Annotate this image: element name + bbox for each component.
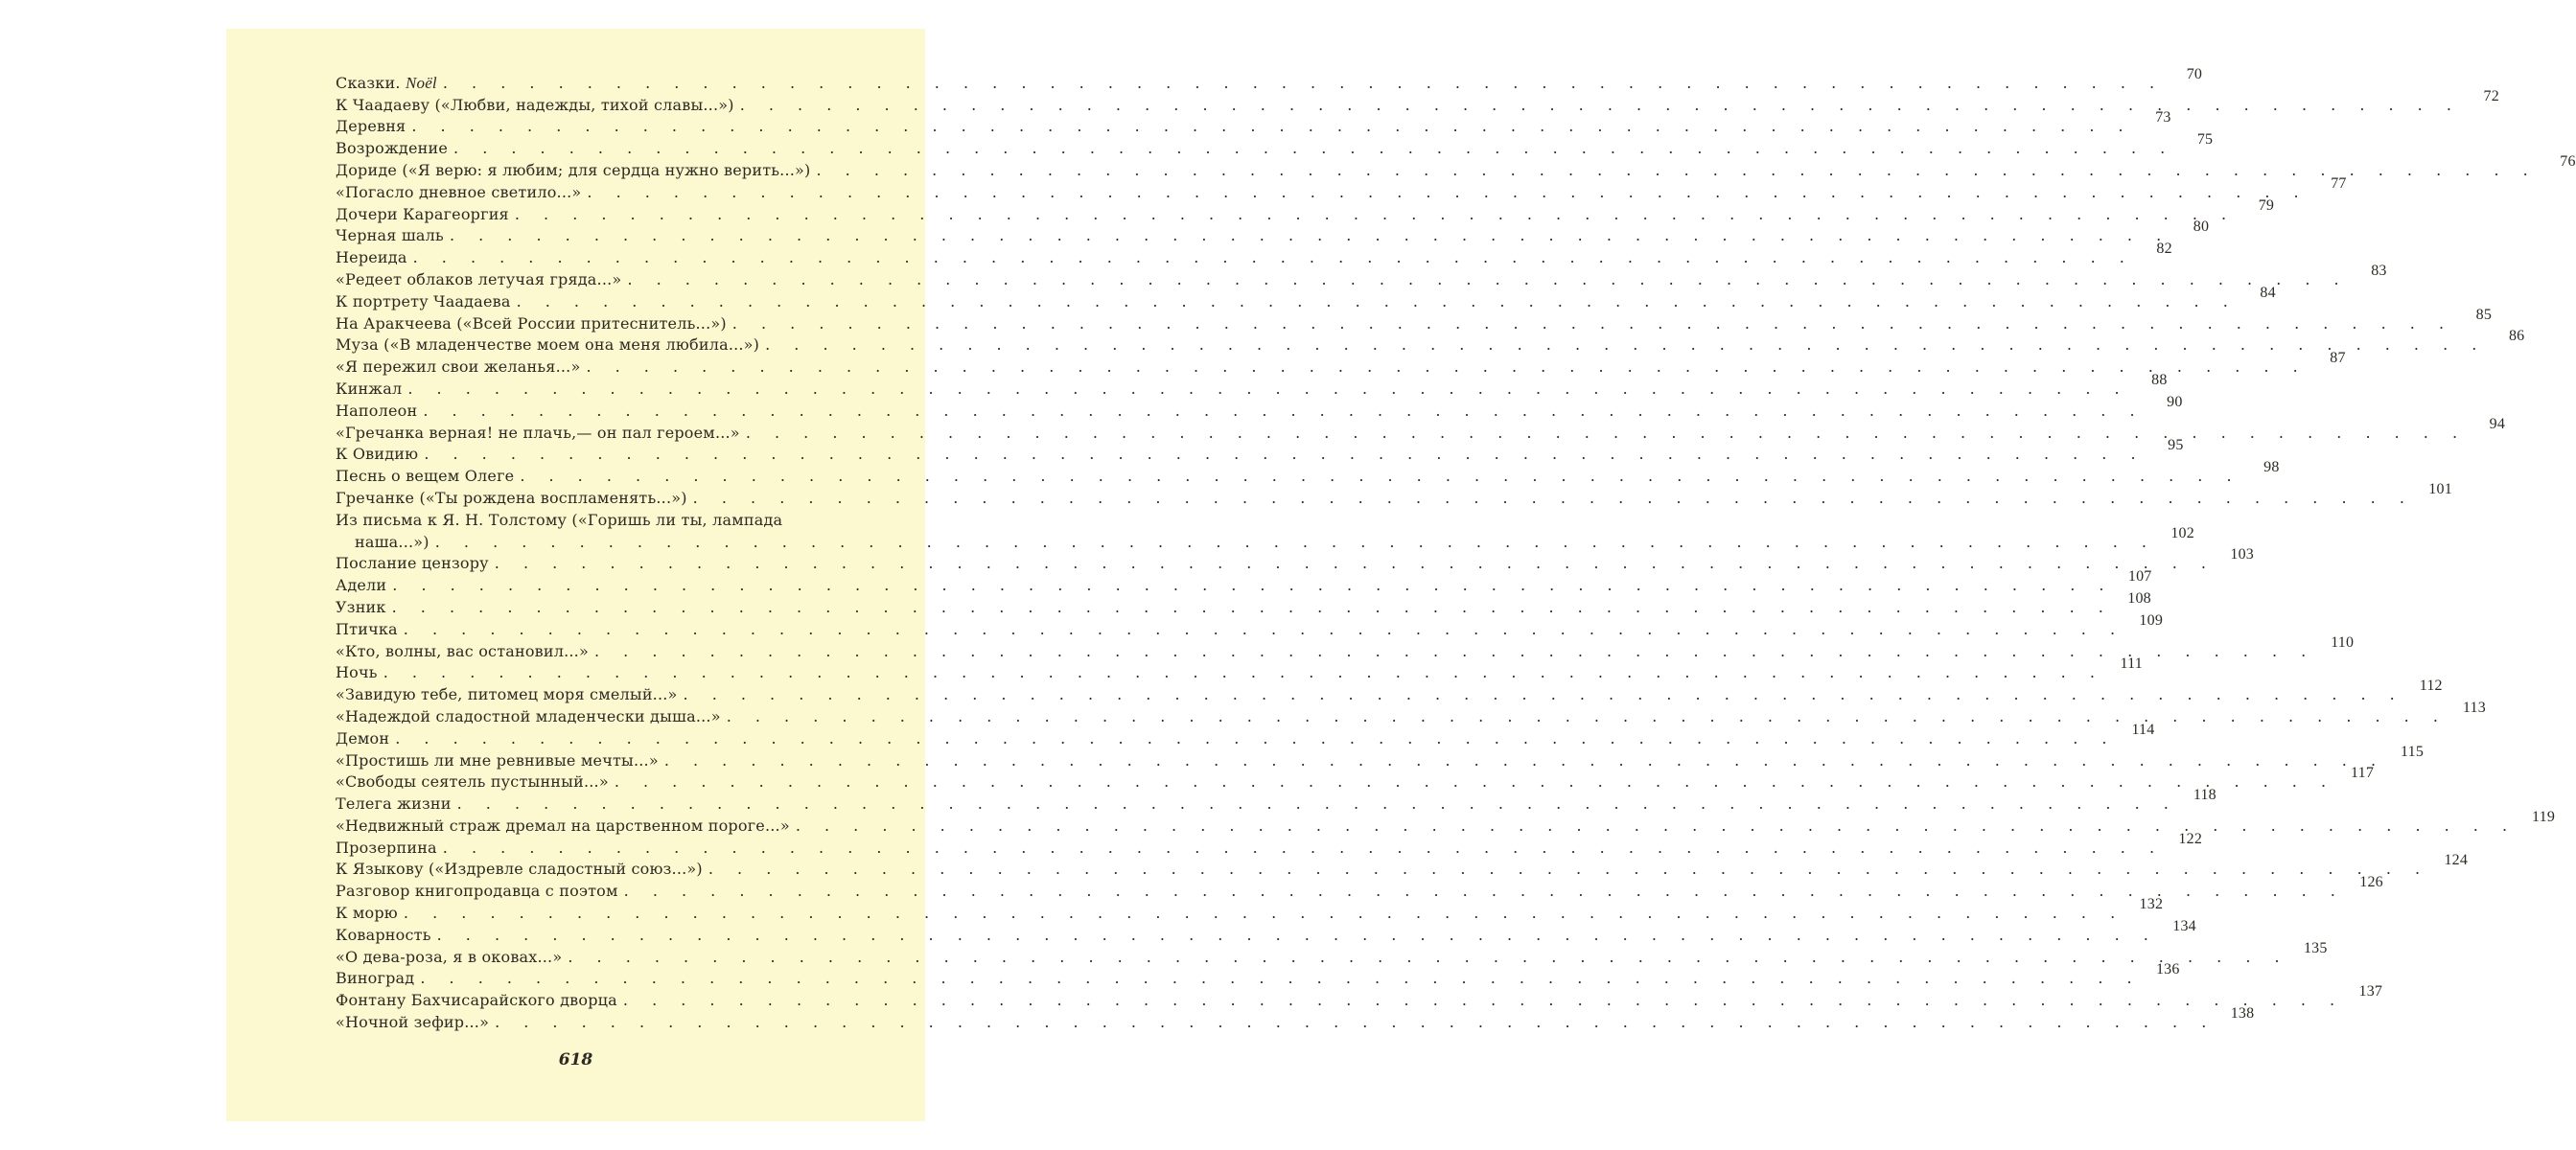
toc-entry-title: Фонтану Бахчисарайского дворца [336,991,617,1010]
toc-entry-title: «Кто, волны, вас остановил...» [336,641,589,660]
toc-entry-title: «Свободы сеятель пустынный...» [336,772,609,792]
toc-entry [336,196,2275,224]
toc-entry-page: 109 [2139,611,2164,629]
toc-entry [336,939,2328,967]
toc-entry-title: Гречанке («Ты рождена воспламенять...») [336,488,687,507]
toc-entry-title: Узник [336,597,386,616]
dot-leader: . . . . . . . . . . . . . . . . . . . . . . . . . . . . . . . . . . . . . . . . . . . . . . . . . . . . . . . . . . . . [423,401,2145,420]
toc-entry-title: К Чаадаеву («Любви, надежды, тихой славы...») [336,95,734,114]
toc-entry-title: На Аракчеева («Всей России притеснитель...») [336,313,727,333]
toc-entry-title: Кинжал [336,379,403,398]
dot-leader: . . . . . . . . . . . . . . . . . . . . . . . . . . . . . . . . . . . . . . . . . . . . . . . . . . . . . . . . . . . . [514,204,2237,223]
toc-entry [336,306,2493,334]
toc-entry-title-continuation: наша...») [355,532,429,551]
toc-entry-page: 95 [2168,437,2184,454]
toc-entry-page: 136 [2155,961,2180,978]
toc-entry [336,87,2499,115]
dot-leader: . . . . . . . . . . . . . . . . . . . . . . . . . . . . . . . . . . . . . . . . . . . . . . . . . . . . . . . . . . . . [442,838,2165,857]
toc-entry-title: Разговор книгопродавца с поэтом [336,882,618,901]
toc-entry [336,633,2355,661]
toc-entry-title: Наполеон [336,401,418,420]
toc-entry-page: 122 [2178,830,2203,847]
dot-leader: . . . . . . . . . . . . . . . . . . . . . . . . . . . . . . . . . . . . . . . . . . . . . . . . . . . . . . . . . . . . [392,576,2114,595]
toc-entry-title: Прозерпина [336,838,437,857]
dot-leader: . . . . . . . . . . . . . . . . . . . . . . . . . . . . . . . . . . . . . . . . . . . . . . . . . . . . . . . . . . . . [731,313,2454,333]
dot-leader: . . . . . . . . . . . . . . . . . . . . . . . . . . . . . . . . . . . . . . . . . . . . . . . . . . . . . . . . . . . . [568,947,2289,966]
dot-leader: . . . . . . . . . . . . . . . . . . . . . . . . . . . . . . . . . . . . . . . . . . . . . . . . . . . . . . . . . . . . [434,532,2156,551]
toc-entry [336,765,2375,793]
toc-entry-page: 75 [2196,131,2214,149]
toc-entry [336,415,2506,443]
toc-entry-title: Возрождение [336,139,449,158]
toc-entry-title: К портрету Чаадаева [336,291,511,310]
toc-entry-page: 76 [2560,152,2576,170]
toc-entry-title: Дориде («Я верю: я любим; для сердца нужно верить...») [336,160,811,179]
toc-entry [336,328,2525,356]
dot-leader: . . . . . . . . . . . . . . . . . . . . . . . . . . . . . . . . . . . . . . . . . . . . . . . . . . . . . . . . . . . . [623,882,2345,901]
dot-leader: . . . . . . . . . . . . . . . . . . . . . . . . . . . . . . . . . . . . . . . . . . . . . . . . . . . . . . . . . . . . [692,488,2414,507]
toc-entry [336,371,2168,399]
toc-entry [336,152,2576,180]
toc-entry [336,262,2387,289]
toc-entry-title-prefix: Сказки. [336,73,406,92]
toc-entry-title: Телега жизни [336,794,452,814]
dot-leader: . . . . . . . . . . . . . . . . . . . . . . . . . . . . . . . . . . . . . . . . . . . . . . . . . . . . . . . . . . . . [587,182,2309,201]
toc-entry-title: «Я пережил свои желанья...» [336,357,581,377]
dot-leader: . . . . . . . . . . . . . . . . . . . . . . . . . . . . . . . . . . . . . . . . . . . . . . . . . . . . . . . . . . . . [627,269,2349,288]
toc-entry-title: Демон [336,728,390,748]
toc-entry [336,174,2347,202]
toc-entry-page: 82 [2156,241,2172,258]
toc-entry-page: 77 [2331,174,2347,192]
toc-entry-page: 107 [2127,568,2152,586]
toc-entry [336,961,2180,989]
toc-entry-page: 102 [2170,524,2194,541]
toc-entry-page: 108 [2127,589,2151,607]
dot-leader: . . . . . . . . . . . . . . . . . . . . . . . . . . . . . . . . . . . . . . . . . . . . . . . . . . . . . . . . . . . . [614,772,2336,792]
toc-entry-page: 72 [2483,87,2499,104]
toc-entry-page: 86 [2508,328,2525,345]
dot-leader: . . . . . . . . . . . . . . . . . . . . . . . . . . . . . . . . . . . . . . . . . . . . . . . . . . . . . . . . . . . . [520,467,2241,486]
dot-leader: . . . . . . . . . . . . . . . . . . . . . . . . . . . . . . . . . . . . . . . . . . . . . . . . . . . . . . . . . . . . [411,117,2133,136]
toc-entry [336,721,2155,748]
toc-entry-title: Дочери Карагеоргия [336,204,509,223]
toc-entry-page: 85 [2475,306,2493,323]
toc-entry-page: 137 [2358,983,2383,1000]
dot-leader: . . . . . . . . . . . . . . . . . . . . . . . . . . . . . . . . . . . . . . . . . . . . . . . . . . . . . . . . . . . . [622,991,2345,1010]
dot-leader: . . . . . . . . . . . . . . . . . . . . . . . . . . . . . . . . . . . . . . . . . . . . . . . . . . . . . . . . . . . . [494,554,2216,573]
toc-entry-title: «Простишь ли мне ревнивые мечты...» [336,750,659,770]
toc-entry-page: 114 [2131,721,2155,738]
toc-entry-page: 94 [2489,415,2506,432]
toc-entry [336,787,2216,814]
toc-entry-page: 84 [2260,284,2276,301]
dot-leader: . . . . . . . . . . . . . . . . . . . . . . . . . . . . . . . . . . . . . . . . . . . . . . . . . . . . . . . . . . . . [586,357,2308,377]
toc-entry-title: «Завидую тебе, питомец моря смелый...» [336,685,678,704]
dot-leader: . . . . . . . . . . . . . . . . . . . . . . . . . . . . . . . . . . . . . . . . . . . . . . . . . . . . . . . . . . . . [495,1013,2216,1032]
toc-entry-title: Послание цензору [336,554,489,573]
toc-entry-page: 138 [2230,1005,2255,1023]
dot-leader: . . . . . . . . . . . . . . . . . . . . . . . . . . . . . . . . . . . . . . . . . . . . . . . . . . . . . . . . . . . . [795,816,2518,835]
toc-entry-title: Коварность [336,925,431,944]
book-page [226,29,2576,1121]
dot-leader: . . . . . . . . . . . . . . . . . . . . . . . . . . . . . . . . . . . . . . . . . . . . . . . . . . . . . . . . . . . . [420,969,2142,988]
toc-entry-title: Черная шаль [336,226,444,245]
toc-entry [336,284,2276,311]
dot-leader: . . . . . . . . . . . . . . . . . . . . . . . . . . . . . . . . . . . . . . . . . . . . . . . . . . . . . . . . . . . . [726,706,2448,725]
toc-entry-page: 87 [2330,350,2346,367]
toc-entry-title: «Недвижный страж дремал на царственном пороге...» [336,816,790,835]
toc-entry [336,656,2143,683]
toc-entry-title-italic: Noёl [405,73,437,92]
dot-leader: . . . . . . . . . . . . . . . . . . . . . . . . . . . . . . . . . . . . . . . . . . . . . . . . . . . . . . . . . . . . [745,423,2468,442]
dot-leader: . . . . . . . . . . . . . . . . . . . . . . . . . . . . . . . . . . . . . . . . . . . . . . . . . . . . . . . . . . . . [407,379,2129,398]
toc-entry [336,393,2183,421]
dot-leader: . . . . . . . . . . . . . . . . . . . . . . . . . . . . . . . . . . . . . . . . . . . . . . . . . . . . . . . . . . . . [442,73,2165,92]
toc-entry-title: Птичка [336,619,398,638]
toc-entry-title: К Овидию [336,445,419,464]
dot-leader: . . . . . . . . . . . . . . . . . . . . . . . . . . . . . . . . . . . . . . . . . . . . . . . . . . . . . . . . . . . . [403,619,2125,638]
dot-leader: . . . . . . . . . . . . . . . . . . . . . . . . . . . . . . . . . . . . . . . . . . . . . . . . . . . . . . . . . . . . [449,226,2171,245]
dot-leader: . . . . . . . . . . . . . . . . . . . . . . . . . . . . . . . . . . . . . . . . . . . . . . . . . . . . . . . . . . . . [456,794,2178,814]
toc-entry [336,459,2280,486]
toc-entry-title: «Надеждой сладостной младенчески дыша...» [336,706,721,725]
toc-entry [336,109,2171,137]
toc-entry-page: 117 [2351,765,2375,782]
toc-entry [336,896,2164,923]
toc-entry [336,218,2210,246]
dot-leader: . . . . . . . . . . . . . . . . . . . . . . . . . . . . . . . . . . . . . . . . . . . . . . . . . . . . . . . . . . . . [708,860,2430,879]
dot-leader: . . . . . . . . . . . . . . . . . . . . . . . . . . . . . . . . . . . . . . . . . . . . . . . . . . . . . . . . . . . . [383,663,2104,682]
toc-entry [336,241,2172,267]
toc-entry [336,874,2383,901]
toc-entry-page: 111 [2120,656,2143,673]
toc-entry [336,743,2425,770]
table-of-contents [336,65,2576,1032]
toc-entry-title: Из письма к Я. Н. Толстому («Горишь ли ты, лампада [336,510,783,529]
toc-entry-page: 134 [2172,917,2196,934]
toc-entry-title: «О дева-роза, я в оковах...» [336,947,563,966]
toc-entry [336,65,2203,93]
toc-entry [336,131,2214,158]
toc-entry [336,568,2152,595]
page-number: 618 [558,1050,593,1070]
dot-leader: . . . . . . . . . . . . . . . . . . . . . . . . . . . . . . . . . . . . . . . . . . . . . . . . . . . . . . . . . . . . [739,95,2461,114]
dot-leader: . . . . . . . . . . . . . . . . . . . . . . . . . . . . . . . . . . . . . . . . . . . . . . . . . . . . . . . . . . . . [593,641,2316,660]
dot-leader: . . . . . . . . . . . . . . . . . . . . . . . . . . . . . . . . . . . . . . . . . . . . . . . . . . . . . . . . . . . . [453,139,2175,158]
toc-entry-title: К морю [336,904,398,923]
toc-entry [336,983,2383,1010]
toc-entry-title: Виноград [336,969,415,988]
toc-entry [336,611,2164,639]
toc-entry [336,830,2203,858]
toc-entry [336,917,2196,945]
toc-entry-page: 112 [2419,678,2443,695]
toc-entry [336,437,2184,465]
dot-leader: . . . . . . . . . . . . . . . . . . . . . . . . . . . . . . . . . . . . . . . . . . . . . . . . . . . . . . . . . . . . [412,248,2134,267]
toc-entry-page: 83 [2371,262,2387,279]
toc-entry-page: 126 [2359,874,2383,891]
toc-entry [336,589,2151,617]
toc-entry-page: 115 [2401,743,2425,760]
dot-leader: . . . . . . . . . . . . . . . . . . . . . . . . . . . . . . . . . . . . . . . . . . . . . . . . . . . . . . . . . . . . [403,904,2125,923]
dot-leader: . . . . . . . . . . . . . . . . . . . . . . . . . . . . . . . . . . . . . . . . . . . . . . . . . . . . . . . . . . . . [683,685,2404,704]
dot-leader: . . . . . . . . . . . . . . . . . . . . . . . . . . . . . . . . . . . . . . . . . . . . . . . . . . . . . . . . . . . . [395,728,2117,748]
toc-entry-page: 101 [2428,480,2452,497]
toc-entry [336,508,2194,552]
toc-entry-title: «Гречанка верная! не плачь,— он пал героем...» [336,423,740,442]
toc-entry [336,808,2556,836]
toc-entry-page: 80 [2193,218,2210,236]
toc-entry-title: «Ночной зефир...» [336,1013,490,1032]
toc-entry-title: Ночь [336,663,378,682]
toc-entry [336,546,2255,574]
toc-entry-title: Нереида [336,248,407,267]
dot-leader: . . . . . . . . . . . . . . . . . . . . . . . . . . . . . . . . . . . . . . . . . . . . . . . . . . . . . . . . . . . . [765,335,2487,355]
toc-entry-title: Муза («В младенчестве моем она меня любила...») [336,335,760,355]
toc-entry-page: 79 [2258,196,2275,214]
toc-entry-title: Адели [336,576,387,595]
toc-entry-title: «Редеет облаков летучая гряда...» [336,269,622,288]
toc-entry-title: Деревня [336,117,406,136]
toc-entry-page: 119 [2532,808,2556,825]
toc-entry-page: 70 [2186,65,2203,82]
toc-entry-page: 98 [2263,459,2280,476]
toc-entry-page: 135 [2303,939,2328,956]
toc-entry-page: 110 [2331,633,2355,651]
toc-entry-page: 113 [2462,699,2486,716]
toc-entry [336,852,2469,880]
toc-entry-page: 124 [2444,852,2469,869]
dot-leader: . . . . . . . . . . . . . . . . . . . . . . . . . . . . . . . . . . . . . . . . . . . . . . . . . . . . . . . . . . . . [391,597,2113,616]
toc-entry [336,480,2452,508]
toc-entry [336,350,2346,377]
toc-entry-title [336,74,443,93]
toc-entry-title: Песнь о вещем Олеге [336,467,515,486]
toc-entry [336,699,2486,726]
toc-entry-page: 73 [2155,109,2171,126]
dot-leader: . . . . . . . . . . . . . . . . . . . . . . . . . . . . . . . . . . . . . . . . . . . . . . . . . . . . . . . . . . . . [424,445,2146,464]
dot-leader: . . . . . . . . . . . . . . . . . . . . . . . . . . . . . . . . . . . . . . . . . . . . . . . . . . . . . . . . . . . . [816,160,2538,179]
toc-entry-page: 90 [2167,393,2183,410]
toc-entry [336,678,2443,704]
toc-entry-page: 118 [2193,787,2216,804]
toc-entry-page: 132 [2139,896,2164,913]
dot-leader: . . . . . . . . . . . . . . . . . . . . . . . . . . . . . . . . . . . . . . . . . . . . . . . . . . . . . . . . . . . . [436,925,2158,944]
toc-entry-page: 88 [2151,371,2168,388]
toc-entry-page: 103 [2230,546,2255,564]
dot-leader: . . . . . . . . . . . . . . . . . . . . . . . . . . . . . . . . . . . . . . . . . . . . . . . . . . . . . . . . . . . . [663,750,2386,770]
dot-leader: . . . . . . . . . . . . . . . . . . . . . . . . . . . . . . . . . . . . . . . . . . . . . . . . . . . . . . . . . . . . [516,291,2238,310]
toc-entry-title: «Погасло дневное светило...» [336,182,582,201]
toc-entry [336,1005,2255,1032]
toc-entry-title: К Языкову («Издревле сладостный союз...») [336,860,703,879]
